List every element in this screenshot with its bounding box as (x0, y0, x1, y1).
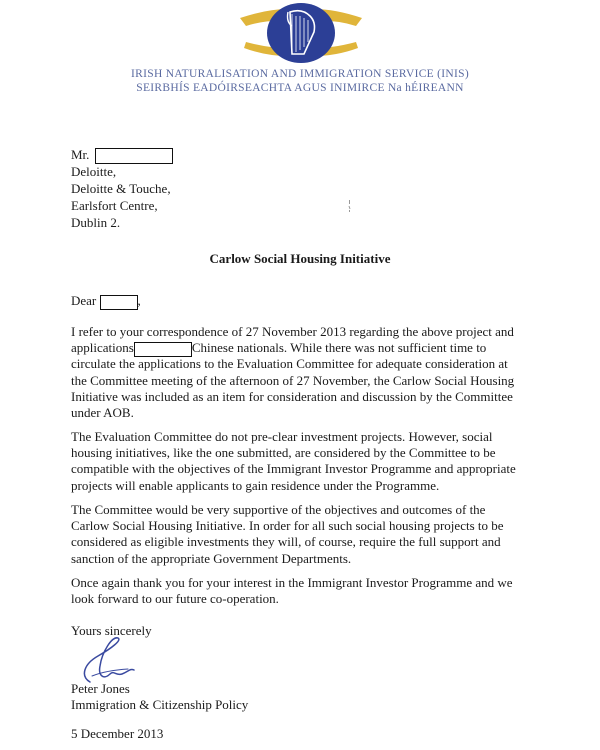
recipient-salutation: Mr. (71, 147, 90, 162)
greeting (71, 293, 141, 310)
redaction-box (100, 295, 138, 310)
address-line: Deloitte, (71, 164, 117, 179)
redaction-box (134, 342, 192, 357)
line-text: Chinese nationals. While there was not sufficient time to (191, 340, 487, 356)
paragraph-line: The Evaluation Committee do not pre-clear investment projects. However, social (71, 429, 493, 444)
organisation-name-irish: SEIRBHÍS EADÓIRSEACHTA AGUS INIMIRCE Na hÉIREANN (136, 82, 464, 94)
paragraph-2 (71, 429, 561, 494)
paragraph-line: the Committee meeting of the afternoon of 27 November, the Carlow Social Housing (71, 372, 515, 388)
closing: Yours sincerely (71, 623, 152, 638)
paragraph-line: circulate the applications to the Evaluation Committee for adequate consideration at (71, 356, 508, 372)
scan-mark (348, 200, 351, 212)
paragraph-line: I refer to your correspondence of 27 November 2013 regarding the above project and (71, 324, 514, 339)
recipient-address (71, 146, 173, 231)
paragraph-line (71, 340, 561, 356)
address-line: Earlsfort Centre, (71, 198, 158, 213)
paragraph-3 (71, 502, 561, 567)
address-line: Dublin 2. (71, 215, 121, 230)
paragraph-line: under AOB. (71, 404, 134, 420)
greeting-comma: , (137, 293, 141, 308)
paragraph-line: housing initiatives, like the one submitted, are considered by the Committee to be (71, 445, 496, 461)
paragraph-4 (71, 575, 561, 607)
organisation-name-english: IRISH NATURALISATION AND IMMIGRATION SERVICE (INIS) (131, 68, 469, 80)
letter-date: 5 December 2013 (71, 726, 164, 741)
address-line: Deloitte & Touche, (71, 181, 171, 196)
paragraph-1 (71, 324, 561, 421)
signatory-name: Peter Jones (71, 681, 130, 696)
paragraph-line: Once again thank you for your interest in the Immigrant Investor Programme and we (71, 575, 513, 590)
redaction-box (95, 148, 173, 164)
letter-subject: Carlow Social Housing Initiative (209, 251, 391, 266)
paragraph-line: look forward to our future co-operation. (71, 591, 279, 607)
paragraph-line: Initiative was included as an item for consideration and discussion by the Committee (71, 388, 513, 404)
paragraph-line: Carlow Social Housing Initiative. In order for all such social housing projects to be (71, 518, 504, 534)
harp-seal-icon (236, 2, 366, 64)
paragraph-line: sanction of the appropriate Government Departments. (71, 550, 352, 566)
greeting-word: Dear (71, 293, 97, 308)
recipient-name-line (71, 146, 173, 163)
line-text: applications (71, 340, 134, 356)
paragraph-line: The Committee would be very supportive of the objectives and outcomes of the (71, 502, 486, 517)
signatory-role: Immigration & Citizenship Policy (71, 697, 249, 712)
paragraph-line: compatible with the objectives of the Immigrant Investor Programme and appropriate (71, 461, 516, 477)
paragraph-line: projects will enable applicants to gain residence under the Programme. (71, 477, 440, 493)
paragraph-line: considered as eligible investments they will, of course, require the full support and (71, 534, 501, 550)
